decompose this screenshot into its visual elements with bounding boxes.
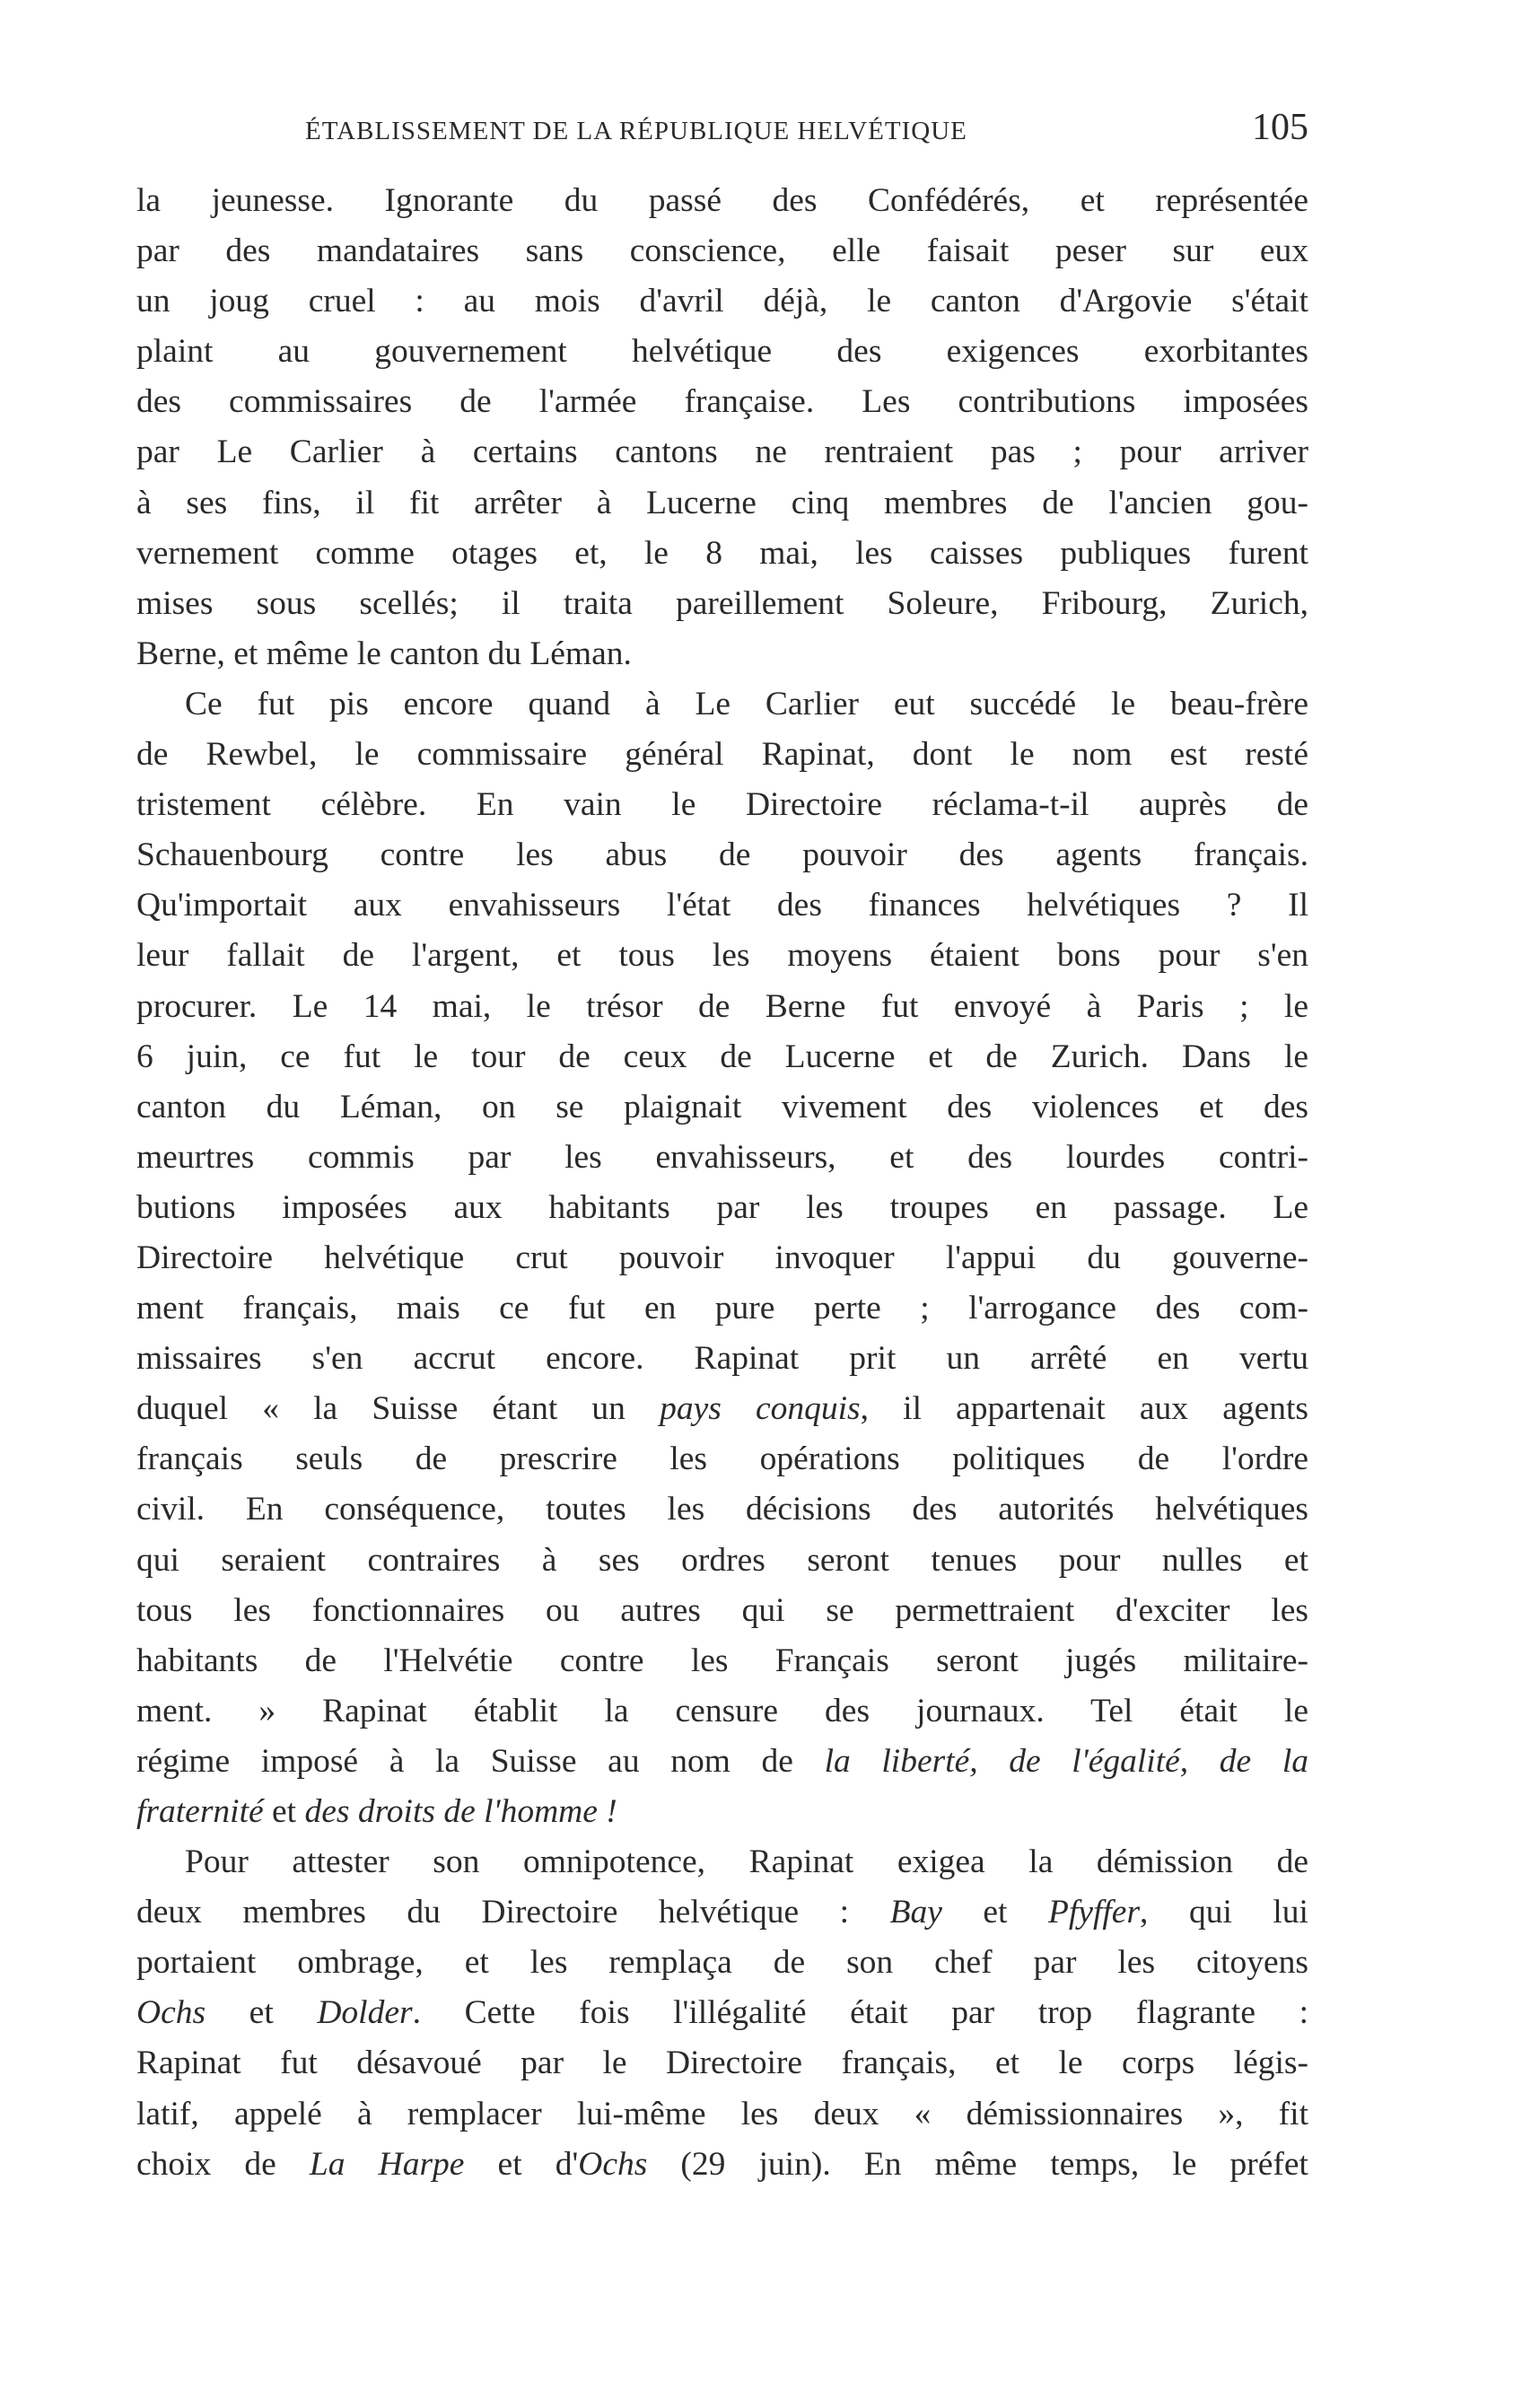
text-segment: Berne, et même le canton du Léman.: [136, 635, 632, 672]
text-segment: la jeunesse. Ignorante du passé des Confédérés, et représentée: [136, 182, 1308, 219]
text-line: [136, 1133, 1308, 1183]
text-line: [136, 2089, 1308, 2140]
text-segment: procurer. Le 14 mai, le trésor de Berne fut envoyé à Paris ; le: [136, 987, 1308, 1025]
text-line: [136, 1737, 1308, 1787]
text-line: [136, 1434, 1308, 1484]
text-segment: et: [263, 1793, 305, 1830]
text-segment: Qu'importait aux envahisseurs l'état des finances helvétiques ? Il: [136, 887, 1308, 924]
text-segment: (29 juin). En même temps, le préfet: [647, 2145, 1308, 2183]
text-line: [136, 579, 1308, 629]
text-line: [136, 1988, 1308, 2038]
text-segment: un joug cruel : au mois d'avril déjà, le canton d'Argovie s'était: [136, 283, 1308, 320]
text-line: [136, 226, 1308, 276]
page-number: 105: [1252, 107, 1308, 148]
text-line: [136, 1938, 1308, 1988]
text-segment: canton du Léman, on se plaignait vivement des violences et des: [136, 1088, 1308, 1125]
text-segment: ment français, mais ce fut en pure perte ; l'arrogance des com-: [136, 1290, 1308, 1327]
text-segment: vernement comme otages et, le 8 mai, les caisses publiques furent: [136, 534, 1308, 572]
text-line: [136, 730, 1308, 780]
text-line: [136, 377, 1308, 427]
text-line: [136, 1334, 1308, 1384]
text-segment: latif, appelé à remplacer lui-même les deux « démissionnaires », fit: [136, 2095, 1308, 2132]
text-segment: des commissaires de l'armée française. Les contributions imposées: [136, 383, 1308, 421]
text-line: [136, 1484, 1308, 1535]
text-line: [136, 529, 1308, 579]
text-segment: mises sous scellés; il traita pareillement Soleure, Fribourg, Zurich,: [136, 584, 1308, 622]
text-segment: Schauenbourg contre les abus de pouvoir des agents français.: [136, 836, 1308, 874]
text-segment: portaient ombrage, et les remplaça de son chef par les citoyens: [136, 1944, 1308, 1982]
text-segment: Rapinat fut désavoué par le Directoire français, et le corps légis-: [136, 2045, 1308, 2082]
text-line: [136, 1536, 1308, 1586]
text-segment: qui seraient contraires à ses ordres seront tenues pour nulles et: [136, 1541, 1308, 1579]
text-segment: 6 juin, ce fut le tour de ceux de Lucerne et de Zurich. Dans le: [136, 1038, 1308, 1075]
running-title: ÉTABLISSEMENT DE LA RÉPUBLIQUE HELVÉTIQUE: [305, 117, 967, 145]
text-line: [136, 276, 1308, 327]
text-segment: meurtres commis par les envahisseurs, et des lourdes contri-: [136, 1138, 1308, 1176]
italic-text: Pfyffer: [1048, 1894, 1141, 1931]
text-line: [136, 1636, 1308, 1686]
text-segment: . Cette fois l'illégalité était par trop flagrante :: [412, 1994, 1308, 2032]
text-line: [136, 1787, 1308, 1837]
italic-text: des droits de l'homme !: [304, 1793, 617, 1830]
text-line: [136, 1887, 1308, 1938]
text-segment: à ses fins, il fit arrêter à Lucerne cinq membres de l'ancien gou-: [136, 484, 1308, 521]
text-segment: par Le Carlier à certains cantons ne rentraient pas ; pour arriver: [136, 433, 1308, 471]
text-line: [136, 1233, 1308, 1283]
italic-text: La Harpe: [309, 2145, 465, 2183]
text-line: [136, 478, 1308, 529]
running-header: [305, 106, 1308, 160]
text-line: [136, 982, 1308, 1032]
text-segment: par des mandataires sans conscience, elle faisait peser sur eux: [136, 232, 1308, 270]
text-line: [136, 1183, 1308, 1233]
text-segment: civil. En conséquence, toutes les décisions des autorités helvétiques: [136, 1491, 1308, 1528]
text-line: [136, 880, 1308, 931]
text-segment: de Rewbel, le commissaire général Rapinat, dont le nom est resté: [136, 736, 1308, 774]
text-line: [136, 327, 1308, 377]
text-segment: tous les fonctionnaires ou autres qui se permettraient d'exciter les: [136, 1591, 1308, 1629]
text-segment: deux membres du Directoire helvétique :: [136, 1894, 890, 1931]
text-line: [136, 2140, 1308, 2190]
text-segment: duquel « la Suisse étant un: [136, 1390, 661, 1428]
text-line: [136, 629, 1308, 679]
text-segment: Directoire helvétique crut pouvoir invoquer l'appui du gouverne-: [136, 1239, 1308, 1276]
italic-text: Ochs: [136, 1994, 206, 2032]
text-segment: leur fallait de l'argent, et tous les moyens étaient bons pour s'en: [136, 937, 1308, 975]
text-line: [136, 830, 1308, 880]
text-segment: et d': [464, 2145, 579, 2183]
text-segment: habitants de l'Helvétie contre les Français seront jugés militaire-: [136, 1642, 1308, 1679]
body-text: [136, 176, 1308, 2190]
text-line: [136, 679, 1308, 730]
text-line: [136, 1837, 1308, 1887]
italic-text: pays conquis: [660, 1390, 861, 1428]
italic-text: Bay: [889, 1894, 942, 1931]
text-segment: régime imposé à la Suisse au nom de: [136, 1742, 825, 1780]
text-line: [136, 1283, 1308, 1334]
text-segment: tristement célèbre. En vain le Directoire réclama-t-il auprès de: [136, 786, 1308, 824]
italic-text: fraternité: [136, 1793, 264, 1830]
text-line: [136, 780, 1308, 830]
text-segment: français seuls de prescrire les opérations politiques de l'ordre: [136, 1440, 1308, 1478]
text-line: [136, 1082, 1308, 1133]
text-segment: Pour attester son omnipotence, Rapinat exigea la démission de: [185, 1843, 1308, 1881]
text-segment: et: [206, 1994, 318, 2032]
text-segment: , qui lui: [1140, 1894, 1308, 1931]
text-line: [136, 1686, 1308, 1737]
text-segment: Ce fut pis encore quand à Le Carlier eut succédé le beau-frère: [185, 685, 1308, 722]
italic-text: la liberté, de l'égalité, de la: [824, 1742, 1308, 1780]
italic-text: Dolder: [317, 1994, 413, 2032]
text-segment: missaires s'en accrut encore. Rapinat prit un arrêté en vertu: [136, 1340, 1308, 1378]
text-segment: , il appartenait aux agents: [860, 1390, 1308, 1428]
text-segment: butions imposées aux habitants par les troupes en passage. Le: [136, 1188, 1308, 1226]
text-line: [136, 1384, 1308, 1434]
text-segment: ment. » Rapinat établit la censure des journaux. Tel était le: [136, 1692, 1308, 1729]
text-segment: et: [941, 1894, 1048, 1931]
text-line: [136, 427, 1308, 477]
text-line: [136, 176, 1308, 226]
text-segment: choix de: [136, 2145, 310, 2183]
italic-text: Ochs: [578, 2145, 648, 2183]
text-segment: plaint au gouvernement helvétique des exigences exorbitantes: [136, 333, 1308, 371]
text-line: [136, 2038, 1308, 2088]
text-line: [136, 1586, 1308, 1636]
text-line: [136, 1032, 1308, 1082]
text-line: [136, 931, 1308, 981]
